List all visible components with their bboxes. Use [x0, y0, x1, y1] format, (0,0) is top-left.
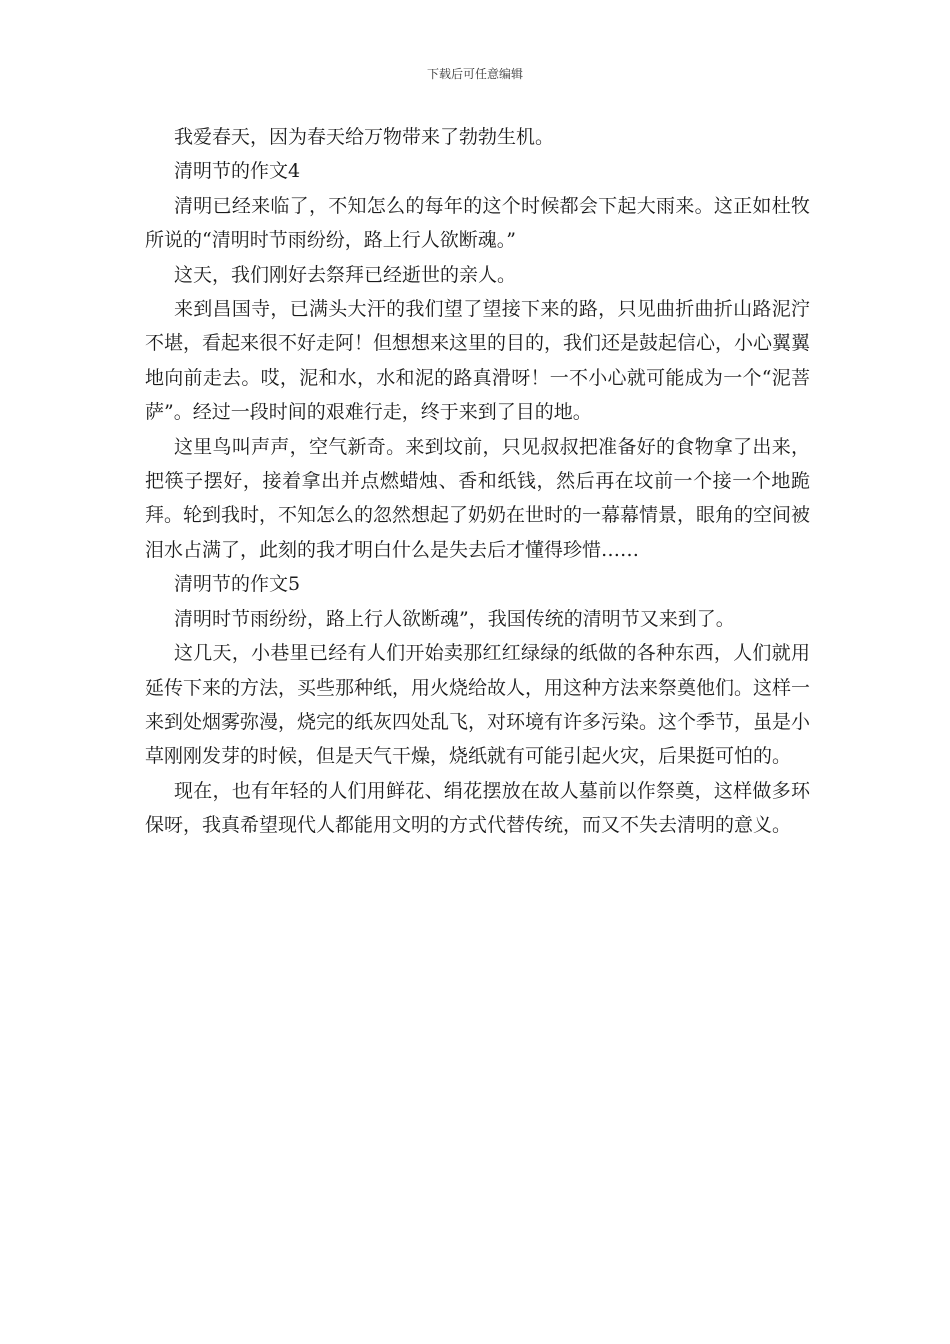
paragraph: 清明时节雨纷纷，路上行人欲断魂”，我国传统的清明节又来到了。	[174, 607, 735, 630]
paragraph: 我爱春天，因为春天给万物带来了勃勃生机。	[174, 126, 555, 148]
section-heading: 清明节的作文5	[174, 573, 301, 596]
page-header-note: 下载后可任意编辑	[426, 67, 523, 81]
paragraph: 这几天，小巷里已经有人们开始卖那红红绿绿的纸做的各种东西，人们就用延传下来的方法，买些那种纸，用火烧给故人，用这种方法来祭奠他们。这样一来到处烟雾弥漫，烧完的纸灰四处乱飞，对环境有许多污染。这个季节，虽是小草刚刚发芽的时候，但是天气干燥，烧纸就有可能引起火灾，后果挺可怕的。	[145, 642, 811, 768]
paragraph: 这天，我们刚好去祭拜已经逝世的亲人。	[174, 263, 517, 286]
document-body	[145, 120, 810, 843]
paragraph: 现在，也有年轻的人们用鲜花、绢花摆放在故人墓前以作祭奠，这样做多环保呀，我真希望现代人都能用文明的方式代替传统，而又不失去清明的意义。	[145, 779, 810, 837]
section-heading: 清明节的作文4	[174, 160, 301, 183]
paragraph: 来到昌国寺，已满头大汗的我们望了望接下来的路，只见曲折曲折山路泥泞不堪，看起来很不好走阿！但想想来这里的目的，我们还是鼓起信心，小心翼翼地向前走去。哎，泥和水，水和泥的路真滑呀！一不小心就可能成为一个“泥菩萨”。经过一段时间的艰难行走，终于来到了目的地。	[145, 298, 811, 424]
paragraph: 清明已经来临了，不知怎么的每年的这个时候都会下起大雨来。这正如杜牧所说的“清明时节雨纷纷，路上行人欲断魂。”	[145, 194, 810, 252]
paragraph: 这里鸟叫声声，空气新奇。来到坟前，只见叔叔把准备好的食物拿了出来，把筷子摆好，接着拿出并点燃蜡烛、香和纸钱，然后再在坟前一个接一个地跪拜。轮到我时，不知怎么的忽然想起了奶奶在世时的一幕幕情景，眼角的空间被泪水占满了，此刻的我才明白什么是失去后才懂得珍惜……	[145, 435, 811, 561]
